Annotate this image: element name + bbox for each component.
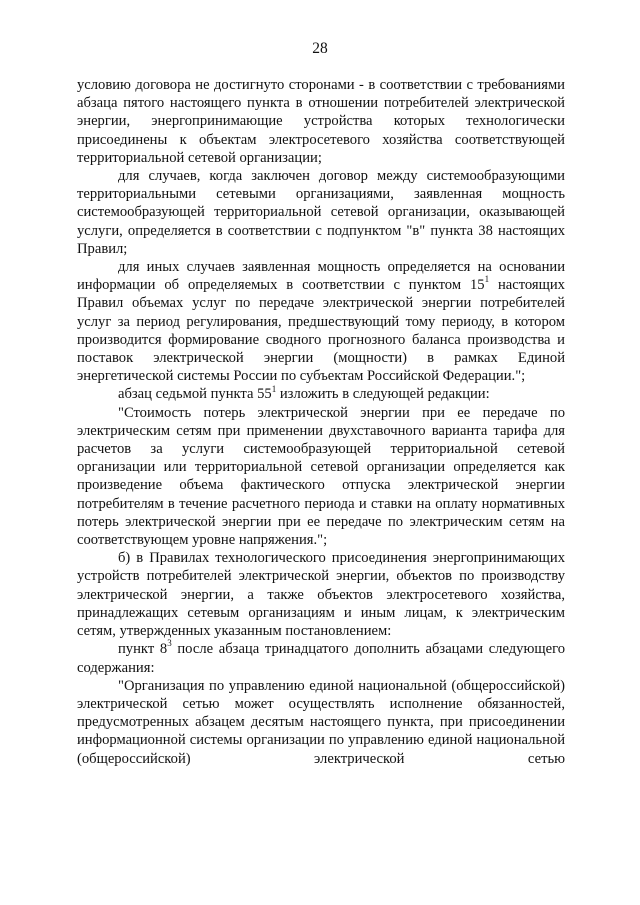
paragraph-7-text-b: после абзаца тринадцатого дополнить абзацами следующего содержания: [77,641,565,676]
paragraph-3 [77,258,565,385]
paragraph-2: для случаев, когда заключен договор между системообразующими территориальными сетевыми организациями, заявленная мощность системообразующей территориальной сетевой организации, оказывающей услуги, определяется в соответствии с подпунктом "в" пункта 38 настоящих Правил; [77,168,565,257]
paragraph-8: "Организация по управлению единой национальной (общероссийской) электрической сетью может осуществлять исполнение обязанностей, предусмотренных абзацем десятым настоящего пункта, при присоединении информационной системы организации по управлению единой национальной (общероссийской) электрической сетью [77,677,565,767]
paragraph-7 [77,640,565,676]
paragraph-4-text-a: абзац седьмой пункта 55 [118,386,272,403]
paragraph-3-superscript: 1 [484,274,490,285]
document-body [77,76,565,768]
paragraph-5: "Стоимость потерь электрической энергии при ее передаче по электрическим сетям при применении двухставочного варианта тарифа для расчетов за услуги системообразующей территориальной сетевой организации или территориальной сетевой организации определяется как произведение объема фактического отпуска электрической энергии потребителям в течение расчетного периода и ставки на оплату нормативных потерь электрической энергии при ее передаче по электрическим сетям на соответствующем уровне напряжения."; [77,404,565,549]
paragraph-3-text-a: для иных случаев заявленная мощность определяется на основании информации об определяемых в соответствии с пунктом 15 [77,259,565,294]
paragraph-7-superscript: 3 [167,638,172,649]
page-number: 28 [312,40,328,57]
paragraph-3-text-b: настоящих Правил объемах услуг по передаче электрической энергии потребителей услуг за период регулирования, предшествующий тому периоду, в котором производится формирование сводного прогнозного баланса производства и поставок электрической энергии (мощности) в рамках Единой энергетической системы России по субъектам Российской Федерации."; [77,277,565,385]
paragraph-4-text-b: изложить в следующей редакции: [276,386,490,403]
paragraph-1: условию договора не достигнуто сторонами - в соответствии с требованиями абзаца пятого настоящего пункта в отношении потребителей электрической энергии, энергопринимающие устройства которых технологически присоединены к объектам электросетевого хозяйства соответствующей территориальной сетевой организации; [77,77,565,166]
paragraph-4-superscript: 1 [271,383,277,394]
paragraph-4 [77,385,565,403]
paragraph-7-text-a: пункт 8 [118,641,168,658]
paragraph-6: б) в Правилах технологического присоединения энергопринимающих устройств потребителей электрической энергии, объектов по производству электрической энергии, а также объектов электросетевого хозяйства, принадлежащих сетевым организациям и иным лицам, к электрическим сетям, утвержденных указанным постановлением: [77,550,565,640]
